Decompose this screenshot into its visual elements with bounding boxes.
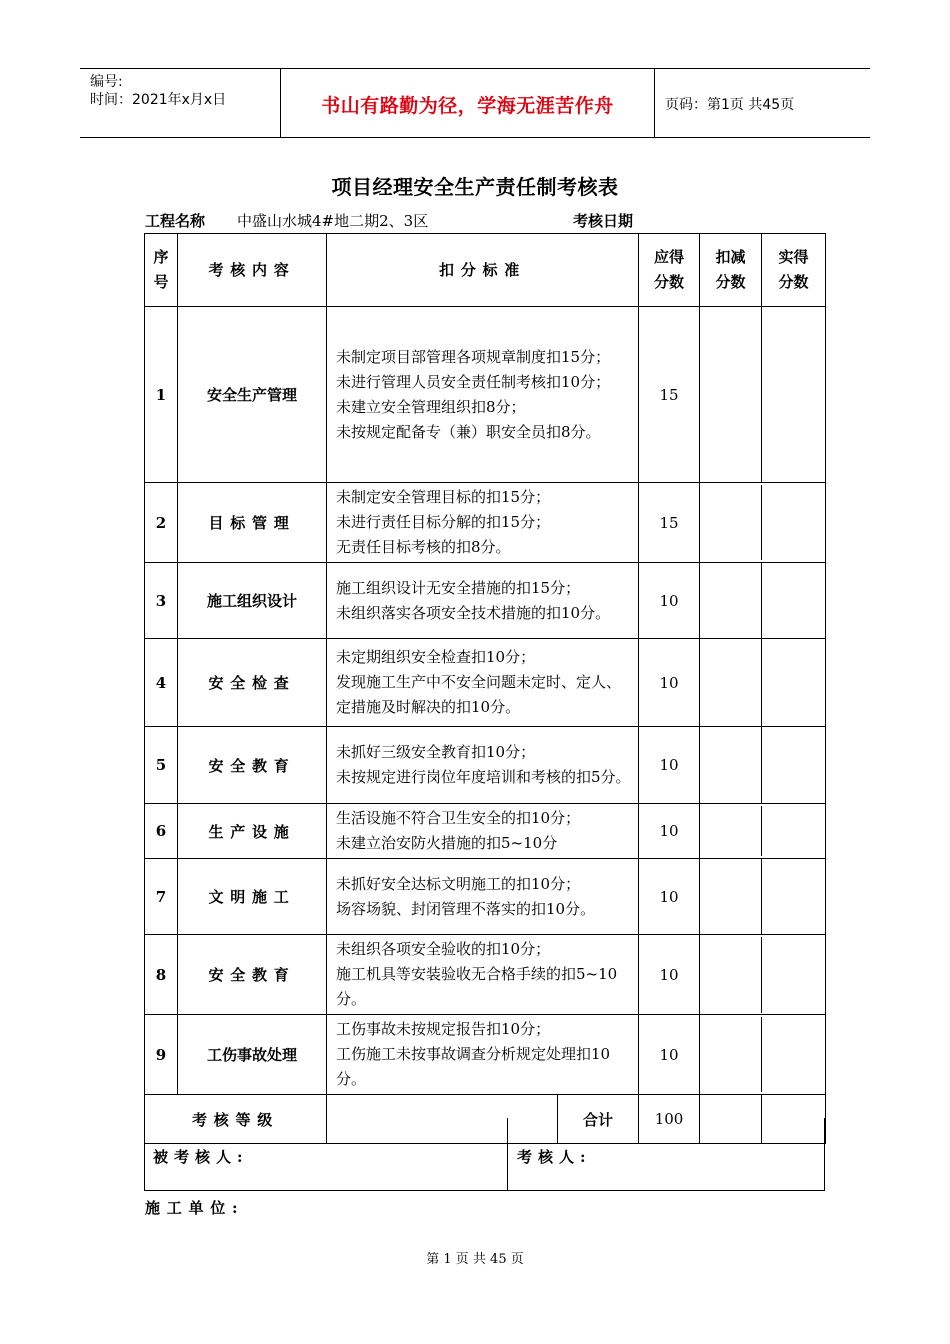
row-deduct-score [700, 563, 762, 638]
row-content: 安全检查 [178, 639, 327, 727]
row-should-score: 10 [639, 727, 700, 804]
row-deduct-score [700, 937, 762, 1013]
row-actual-score [762, 806, 826, 856]
row-standard [327, 483, 639, 563]
row-should-score: 10 [639, 1015, 700, 1095]
standard-line: 未定期组织安全检查扣10分； [336, 648, 536, 666]
row-actual-score [762, 485, 826, 560]
row-deduct-score [700, 1017, 762, 1092]
table-row [145, 935, 826, 1015]
table-row [145, 859, 826, 935]
standard-line: 工伤事故未按规定报告扣10分； [336, 1020, 551, 1038]
assessee-label: 被考核人: [153, 1148, 249, 1166]
standard-line: 无责任目标考核的扣8分。 [336, 538, 511, 556]
header-page-cell [655, 69, 870, 137]
row-deduct-score [700, 639, 762, 726]
number-label: 编号: [90, 74, 123, 90]
standard-line: 场容场貌、封闭管理不落实的扣10分。 [336, 899, 596, 918]
standard-line: 施工机具等安装验收无合格手续的扣5~10分。 [336, 965, 618, 1008]
grade-label: 考核等级 [145, 1095, 327, 1144]
row-deduct-score [700, 307, 762, 482]
row-number: 5 [145, 727, 178, 804]
standard-line: 未按规定进行岗位年度培训和考核的扣5分。 [336, 768, 631, 786]
row-standard [327, 935, 639, 1015]
signature-block [144, 1118, 825, 1191]
project-name-label: 工程名称 [145, 212, 206, 230]
document-header [80, 68, 870, 138]
table-row [145, 639, 826, 727]
standard-line: 未进行责任目标分解的扣15分； [336, 513, 551, 531]
row-standard [327, 859, 639, 935]
table-row [145, 483, 826, 563]
standard-line: 未建立治安防火措施的扣5~10分 [336, 834, 558, 852]
assessment-table [144, 233, 826, 1144]
standard-line: 施工组织设计无安全措施的扣15分； [336, 578, 581, 597]
row-number: 9 [145, 1015, 178, 1095]
standard-line: 生活设施不符合卫生安全的扣10分； [336, 809, 581, 827]
table-row [145, 1015, 826, 1095]
table-row [145, 307, 826, 483]
table-row [145, 727, 826, 804]
row-standard [327, 639, 639, 727]
table-header-row [145, 234, 826, 307]
row-should-score: 15 [639, 307, 700, 483]
project-name-value: 中盛山水城4#地二期2、3区 [237, 212, 429, 230]
row-should-score: 10 [639, 639, 700, 727]
standard-line: 发现施工生产中不安全问题未定时、定人、定措施及时解决的扣10分。 [336, 673, 622, 716]
header-meta [80, 69, 280, 137]
row-content: 施工组织设计 [178, 563, 327, 639]
motto: 书山有路勤为径，学海无涯苦作舟 [321, 95, 614, 117]
standard-line: 未按规定配备专（兼）职安全员扣8分。 [336, 422, 601, 441]
row-number: 1 [145, 307, 178, 483]
page-title: 项目经理安全生产责任制考核表 [331, 175, 619, 199]
table-row [145, 804, 826, 859]
header-motto-cell [280, 69, 655, 137]
row-deduct-score [700, 485, 762, 560]
row-number: 6 [145, 804, 178, 859]
row-content: 工伤事故处理 [178, 1015, 327, 1095]
standard-line: 未抓好安全达标文明施工的扣10分； [336, 874, 581, 893]
row-number: 4 [145, 639, 178, 727]
row-deduct-score [700, 727, 762, 803]
row-actual-score [762, 937, 826, 1013]
row-should-score: 10 [639, 935, 700, 1015]
header-content: 考核内容 [178, 234, 327, 307]
header-no: 序 号 [145, 234, 178, 307]
row-standard [327, 804, 639, 859]
row-number: 2 [145, 483, 178, 563]
row-should-score: 15 [639, 483, 700, 563]
row-content: 安全教育 [178, 935, 327, 1015]
standard-line: 未建立安全管理组织扣8分； [336, 397, 526, 416]
table-row [145, 563, 826, 639]
row-actual-score [762, 307, 826, 482]
assessment-date-label: 考核日期 [573, 212, 634, 230]
assessor-label: 考核人: [517, 1148, 592, 1166]
page-code: 页码：第1页 共45页 [665, 97, 795, 113]
row-number: 8 [145, 935, 178, 1015]
row-actual-score [762, 727, 826, 803]
row-actual-score [762, 639, 826, 726]
standard-line: 未制定安全管理目标的扣15分； [336, 488, 551, 506]
standard-line: 未组织各项安全验收的扣10分； [336, 940, 551, 958]
row-standard [327, 1015, 639, 1095]
row-content: 安全生产管理 [178, 307, 327, 483]
standard-line: 工伤施工未按事故调查分析规定处理扣10分。 [336, 1045, 611, 1088]
page-footer: 第 1 页 共 45 页 [426, 1252, 524, 1267]
row-actual-score [762, 563, 826, 638]
standard-line: 未组织落实各项安全技术措施的扣10分。 [336, 603, 611, 622]
row-should-score: 10 [639, 859, 700, 935]
row-should-score: 10 [639, 563, 700, 639]
row-content: 安全教育 [178, 727, 327, 804]
row-deduct-score [700, 806, 762, 856]
construction-unit-label: 施工单位: [145, 1199, 245, 1217]
header-standard: 扣分标准 [327, 234, 639, 307]
row-should-score: 10 [639, 804, 700, 859]
row-actual-score [762, 1017, 826, 1092]
header-should-score: 应得 分数 [639, 234, 700, 307]
row-standard [327, 563, 639, 639]
row-standard [327, 307, 639, 483]
row-number: 7 [145, 859, 178, 935]
row-actual-score [762, 859, 826, 934]
header-actual-score: 实得 分数 [778, 248, 809, 291]
time-label: 时间：2021年x月x日 [90, 92, 227, 108]
row-content: 目标管理 [178, 483, 327, 563]
total-label: 合计 [558, 1095, 639, 1144]
header-deduct-score: 扣减 分数 [700, 234, 762, 306]
row-content: 生产设施 [178, 804, 327, 859]
row-number: 3 [145, 563, 178, 639]
standard-line: 未抓好三级安全教育扣10分； [336, 743, 536, 761]
standard-line: 未制定项目部管理各项规章制度扣15分； [336, 347, 611, 366]
total-value: 100 [639, 1095, 700, 1144]
row-deduct-score [700, 859, 762, 934]
row-content: 文明施工 [178, 859, 327, 935]
standard-line: 未进行管理人员安全责任制考核扣10分； [336, 372, 611, 391]
row-standard [327, 727, 639, 804]
